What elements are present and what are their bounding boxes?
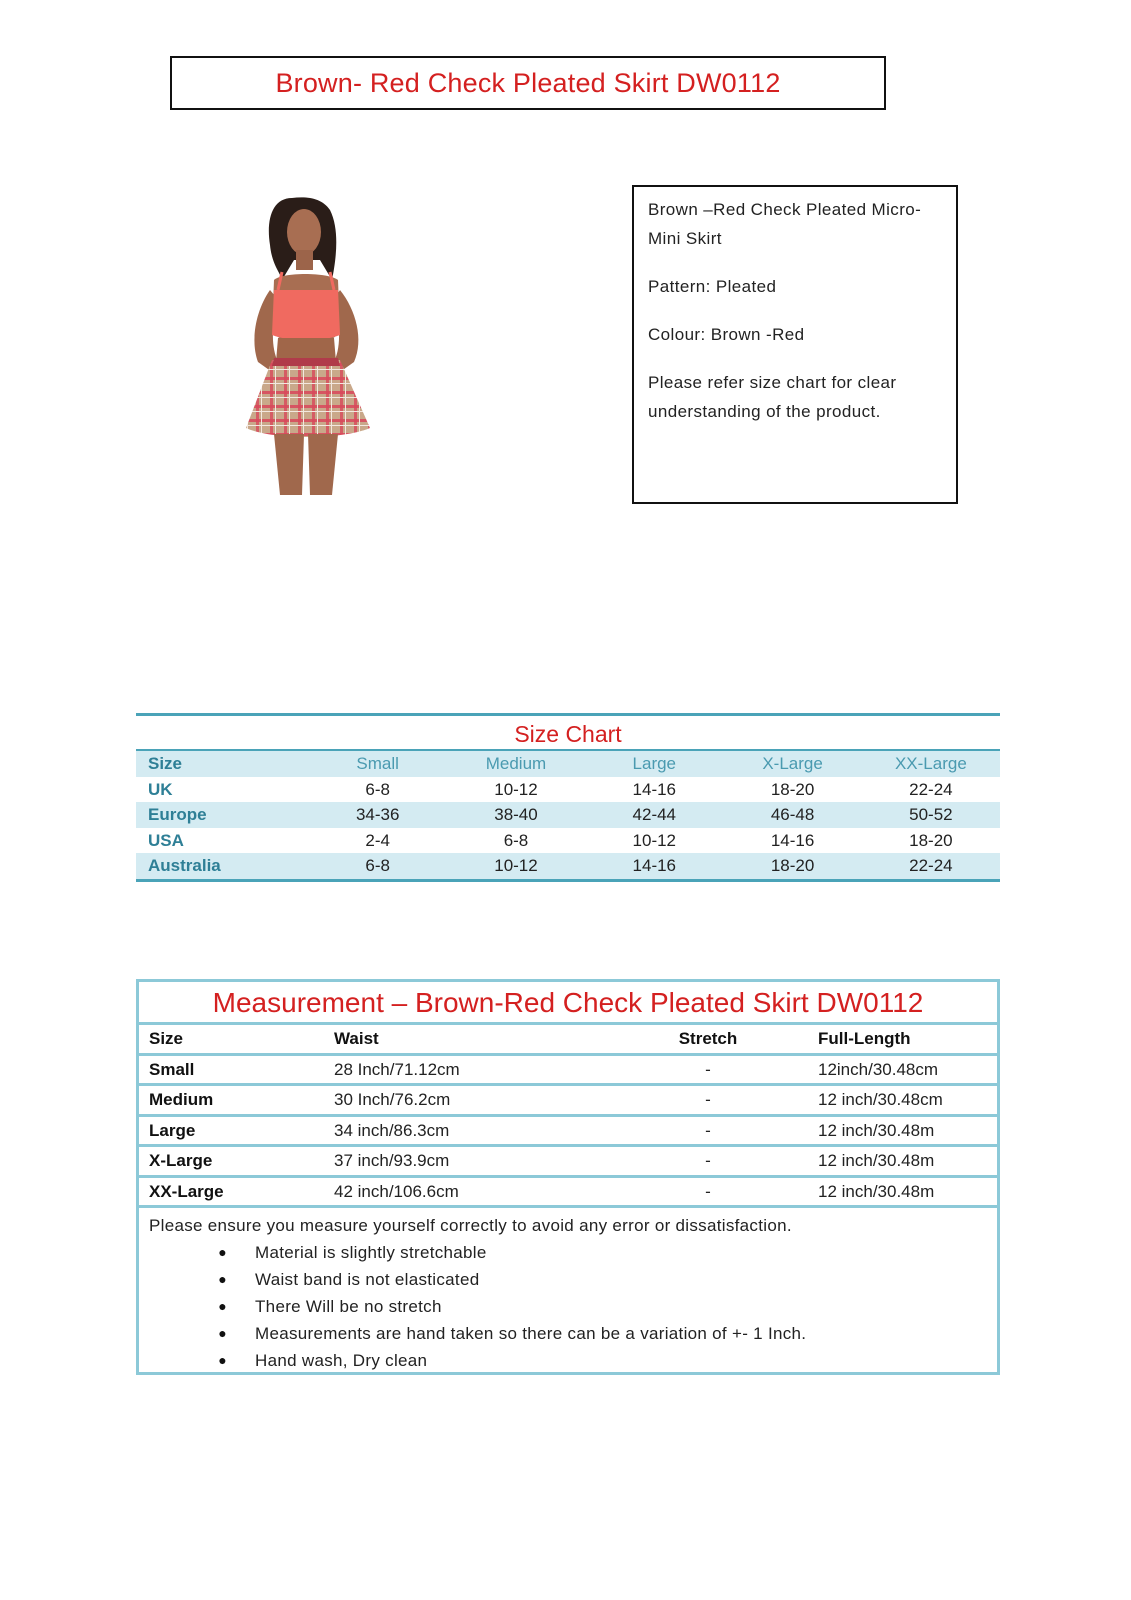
size-chart-row [136, 777, 1000, 803]
list-item [149, 1320, 987, 1347]
size-chart-row-label: Europe [148, 805, 207, 824]
bullet-icon: ● [218, 1244, 227, 1260]
bullet-icon: ● [218, 1325, 227, 1341]
measurement-full-length: 12 inch/30.48cm [818, 1090, 943, 1109]
bullet-icon: ● [218, 1298, 227, 1314]
measurement-waist: 37 inch/93.9cm [334, 1151, 450, 1170]
product-title-box [170, 56, 886, 110]
description-product-name: Brown –Red Check Pleated Micro-Mini Skirt [648, 200, 922, 248]
measurement-size: Small [149, 1059, 195, 1079]
measurement-waist: 30 Inch/76.2cm [334, 1090, 451, 1109]
measurement-row [139, 1178, 997, 1209]
size-chart-cell: 38-40 [494, 805, 538, 824]
product-model-image [222, 190, 392, 495]
size-chart-cell: 18-20 [770, 779, 815, 799]
measurement-row [139, 1147, 997, 1178]
measurement-size: X-Large [149, 1151, 213, 1170]
size-chart-cell: 14-16 [632, 779, 677, 799]
size-chart-header-cell: XX-Large [894, 754, 967, 773]
bullet-text: Measurements are hand taken so there can be a variation of +- 1 Inch. [255, 1324, 807, 1343]
size-chart-cell: 50-52 [909, 805, 953, 824]
size-chart-cell: 22-24 [909, 856, 953, 875]
measurement-header-cell: Stretch [678, 1029, 738, 1048]
size-chart-cell: 2-4 [365, 830, 390, 850]
model-illustration [222, 190, 392, 495]
measurement-table [136, 979, 1000, 1375]
size-chart-row-label: UK [148, 779, 173, 799]
bullet-icon: ● [218, 1352, 227, 1368]
size-chart-table [136, 713, 1000, 882]
size-chart-header-cell: Medium [485, 754, 547, 773]
measurement-title: Measurement – Brown-Red Check Pleated Skirt DW0112 [139, 982, 997, 1025]
size-chart-cell: 6-8 [365, 856, 390, 875]
measurement-size: XX-Large [149, 1181, 224, 1201]
measurement-waist: 34 inch/86.3cm [334, 1120, 450, 1140]
measurement-stretch: - [705, 1059, 711, 1079]
measurement-header-cell: Size [149, 1029, 184, 1048]
measurement-header-cell: Full-Length [818, 1029, 911, 1048]
size-chart-header-cell: Small [356, 754, 399, 773]
size-chart-cell: 10-12 [494, 856, 538, 875]
measurement-bullet-list [149, 1239, 987, 1374]
product-description-box [632, 185, 958, 504]
description-note: Please refer size chart for clear understanding of the product. [648, 373, 897, 421]
measurement-row [139, 1117, 997, 1148]
measurement-full-length: 12 inch/30.48m [818, 1120, 935, 1140]
size-chart-cell: 34-36 [355, 805, 400, 824]
list-item [149, 1266, 987, 1293]
bullet-text: Material is slightly stretchable [255, 1243, 487, 1262]
measurement-header-cell: Waist [334, 1029, 379, 1048]
measurement-intro: Please ensure you measure yourself correctly to avoid any error or dissatisfaction. [149, 1216, 792, 1235]
size-chart-header-row [136, 751, 1000, 777]
size-chart-cell: 18-20 [909, 830, 953, 850]
measurement-waist: 42 inch/106.6cm [334, 1181, 459, 1201]
bullet-text: Hand wash, Dry clean [255, 1351, 428, 1370]
size-chart-cell: 46-48 [770, 805, 815, 824]
measurement-full-length: 12 inch/30.48m [818, 1181, 935, 1201]
list-item [149, 1347, 987, 1374]
product-title: Brown- Red Check Pleated Skirt DW0112 [275, 67, 781, 98]
measurement-notes [139, 1208, 997, 1378]
size-chart-row [136, 802, 1000, 828]
size-chart-cell: 10-12 [494, 779, 538, 799]
measurement-full-length: 12inch/30.48cm [818, 1059, 939, 1079]
size-chart-cell: 42-44 [632, 805, 677, 824]
description-colour: Colour: Brown -Red [648, 325, 805, 344]
measurement-waist: 28 Inch/71.12cm [334, 1059, 460, 1079]
size-chart-cell: 18-20 [770, 856, 815, 875]
bullet-text: There Will be no stretch [255, 1297, 442, 1316]
size-chart-row [136, 853, 1000, 879]
size-chart-row [136, 828, 1000, 854]
measurement-stretch: - [705, 1181, 711, 1201]
size-chart-row-label: Australia [148, 856, 221, 875]
list-item [149, 1239, 987, 1266]
size-chart-header-cell: X-Large [762, 754, 823, 773]
size-chart-bottom-rule [136, 879, 1000, 882]
size-chart-cell: 14-16 [632, 856, 677, 875]
measurement-row [139, 1086, 997, 1117]
bullet-icon: ● [218, 1271, 227, 1287]
size-chart-cell: 10-12 [632, 830, 677, 850]
description-pattern: Pattern: Pleated [648, 277, 777, 296]
list-item [149, 1293, 987, 1320]
measurement-header-row [139, 1025, 997, 1056]
measurement-stretch: - [705, 1090, 711, 1109]
measurement-size: Medium [149, 1090, 214, 1109]
size-chart-cell: 6-8 [365, 779, 390, 799]
size-chart-cell: 14-16 [770, 830, 815, 850]
measurement-size: Large [149, 1120, 196, 1140]
size-chart-cell: 22-24 [909, 779, 953, 799]
size-chart-header-cell: Large [632, 754, 677, 773]
size-chart-cell: 6-8 [503, 830, 529, 850]
bullet-text: Waist band is not elasticated [255, 1270, 480, 1289]
size-chart-row-label: USA [148, 830, 184, 850]
measurement-row [139, 1056, 997, 1087]
measurement-stretch: - [705, 1151, 711, 1170]
size-chart-title: Size Chart [514, 721, 622, 747]
measurement-stretch: - [705, 1120, 711, 1140]
size-chart-header-cell: Size [148, 754, 183, 773]
measurement-full-length: 12 inch/30.48m [818, 1151, 935, 1170]
